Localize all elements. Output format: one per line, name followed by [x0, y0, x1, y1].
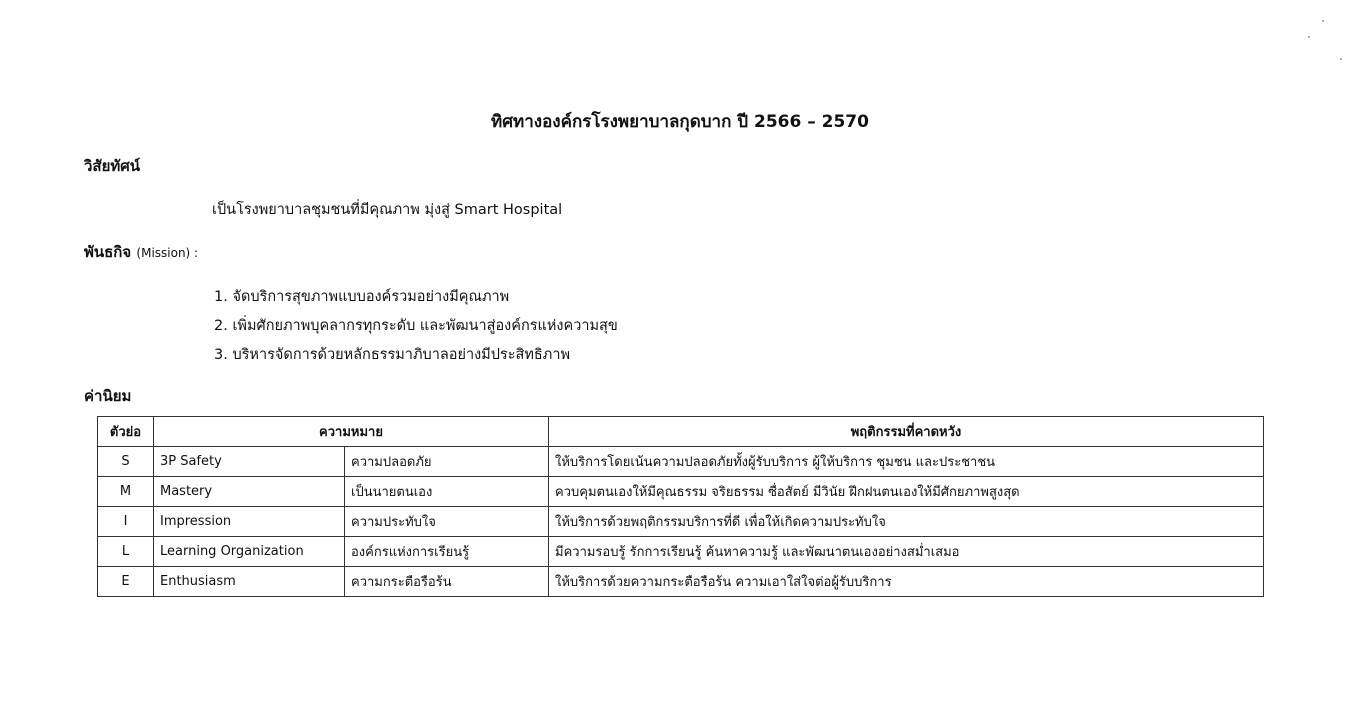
- mission-heading-sub: (Mission) :: [136, 246, 199, 260]
- cell-meaning: ความประทับใจ: [345, 507, 549, 537]
- cell-behavior: ให้บริการด้วยพฤติกรรมบริการที่ดี เพื่อให้เกิดความประทับใจ: [549, 507, 1264, 537]
- mission-item: 2. เพิ่มศักยภาพบุคลากรทุกระดับ และพัฒนาสู่องค์กรแห่งความสุข: [214, 318, 618, 334]
- values-table: [97, 416, 1264, 597]
- cell-term: Learning Organization: [154, 537, 345, 567]
- values-heading: ค่านิยม: [84, 387, 132, 405]
- cell-meaning: องค์กรแห่งการเรียนรู้: [345, 537, 549, 567]
- cell-meaning: ความปลอดภัย: [345, 447, 549, 477]
- table-header-row: [98, 417, 1264, 447]
- mission-list: [214, 283, 618, 370]
- scan-speck: [1308, 36, 1310, 38]
- cell-behavior: ให้บริการด้วยความกระตือรือร้น ความเอาใส่ใจต่อผู้รับบริการ: [549, 567, 1264, 597]
- mission-item: 3. บริหารจัดการด้วยหลักธรรมาภิบาลอย่างมีประสิทธิภาพ: [214, 347, 571, 363]
- table-row: [98, 507, 1264, 537]
- mission-heading: [84, 240, 198, 264]
- cell-abbr: I: [98, 507, 154, 537]
- cell-term: Enthusiasm: [154, 567, 345, 597]
- cell-meaning: เป็นนายตนเอง: [345, 477, 549, 507]
- cell-abbr: E: [98, 567, 154, 597]
- table-row: [98, 537, 1264, 567]
- column-header-abbr: ตัวย่อ: [98, 417, 154, 447]
- document-title: ทิศทางองค์กรโรงพยาบาลกุดบาก ปี 2566 – 2570: [491, 112, 869, 132]
- table-row: [98, 447, 1264, 477]
- mission-heading-label: พันธกิจ: [84, 243, 132, 261]
- cell-abbr: L: [98, 537, 154, 567]
- column-header-meaning: ความหมาย: [154, 417, 549, 447]
- vision-heading: วิสัยทัศน์: [84, 157, 141, 175]
- table-row: [98, 567, 1264, 597]
- vision-text: เป็นโรงพยาบาลชุมชนที่มีคุณภาพ มุ่งสู่ Smart Hospital: [212, 202, 563, 218]
- cell-term: Mastery: [154, 477, 345, 507]
- scan-speck: [1322, 20, 1324, 22]
- cell-behavior: ให้บริการโดยเน้นความปลอดภัยทั้งผู้รับบริการ ผู้ให้บริการ ชุมชน และประชาชน: [549, 447, 1264, 477]
- cell-behavior: ควบคุมตนเองให้มีคุณธรรม จริยธรรม ซื่อสัตย์ มีวินัย ฝึกฝนตนเองให้มีศักยภาพสูงสุด: [549, 477, 1264, 507]
- column-header-behavior: พฤติกรรมที่คาดหวัง: [549, 417, 1264, 447]
- scan-speck: [1340, 58, 1342, 60]
- cell-abbr: S: [98, 447, 154, 477]
- cell-abbr: M: [98, 477, 154, 507]
- cell-behavior: มีความรอบรู้ รักการเรียนรู้ ค้นหาความรู้ และพัฒนาตนเองอย่างสม่ำเสมอ: [549, 537, 1264, 567]
- mission-item: 1. จัดบริการสุขภาพแบบองค์รวมอย่างมีคุณภาพ: [214, 289, 510, 305]
- cell-term: 3P Safety: [154, 447, 345, 477]
- cell-meaning: ความกระตือรือร้น: [345, 567, 549, 597]
- cell-term: Impression: [154, 507, 345, 537]
- table-row: [98, 477, 1264, 507]
